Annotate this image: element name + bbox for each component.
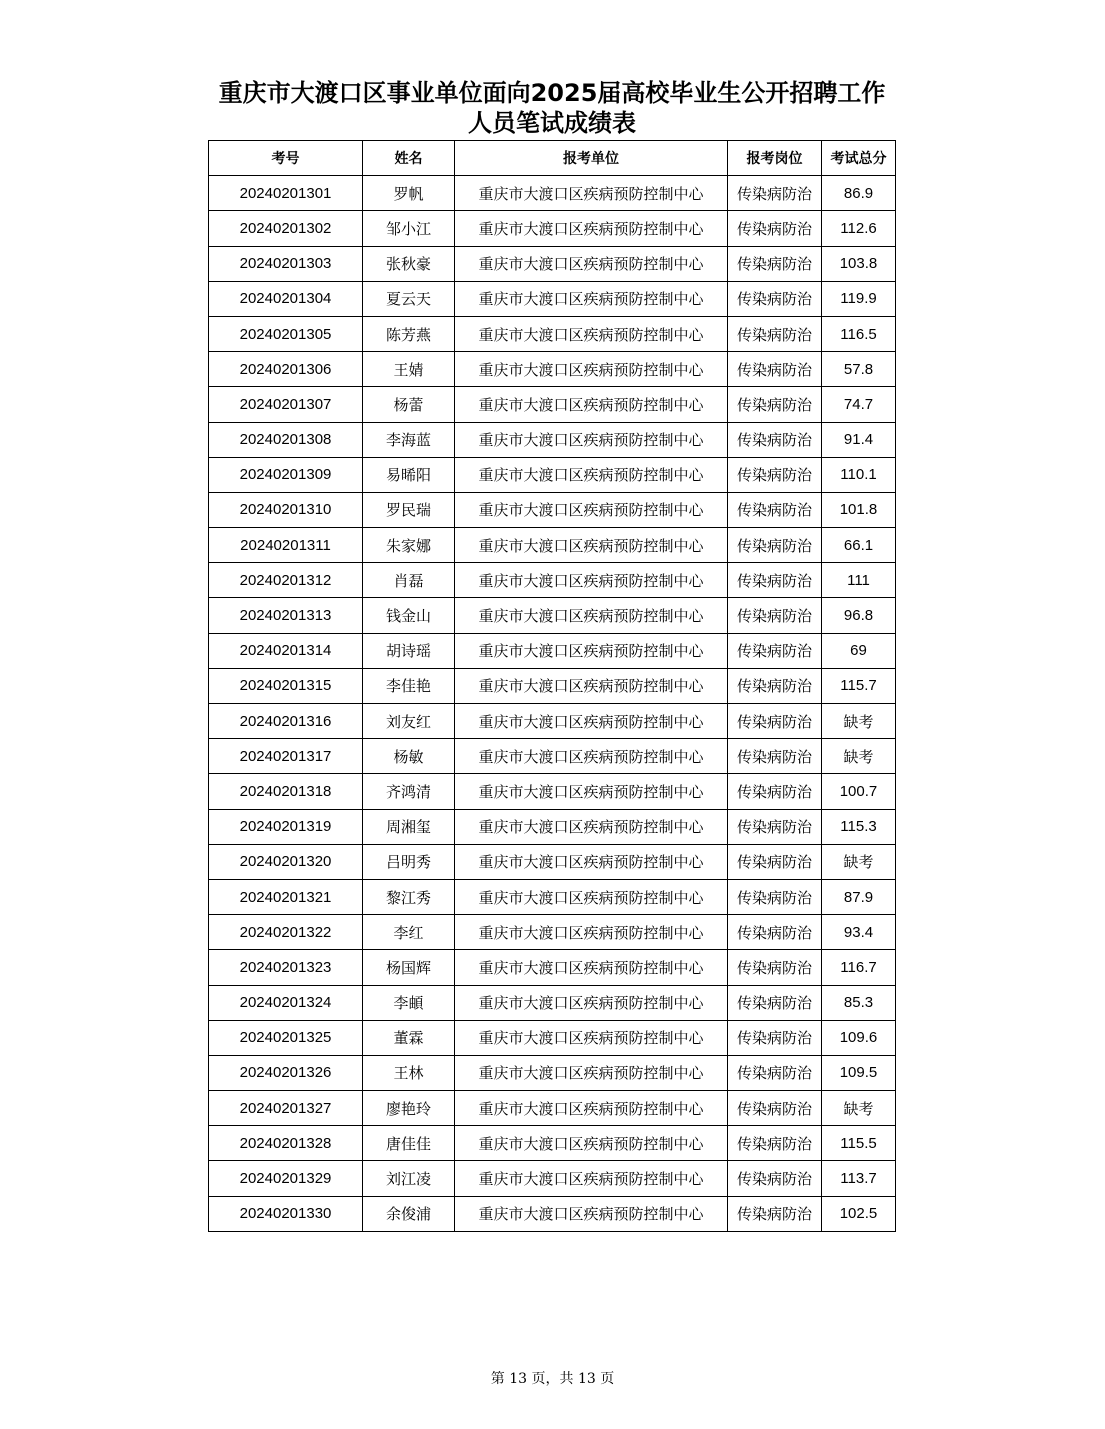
table-row: [209, 704, 896, 739]
name-cell: 吕明秀: [363, 844, 455, 879]
score-cell: 112.6: [822, 211, 896, 246]
score-cell: 57.8: [822, 352, 896, 387]
score-cell: 119.9: [822, 281, 896, 316]
employer-cell: 重庆市大渡口区疾病预防控制中心: [455, 1055, 728, 1090]
exam-number-cell: 20240201312: [209, 563, 363, 598]
score-cell: 101.8: [822, 492, 896, 527]
header-position: 报考岗位: [728, 141, 822, 176]
score-cell: 85.3: [822, 985, 896, 1020]
exam-number-cell: 20240201324: [209, 985, 363, 1020]
name-cell: 朱家娜: [363, 528, 455, 563]
position-cell: 传染病防治: [728, 704, 822, 739]
exam-number-cell: 20240201315: [209, 668, 363, 703]
score-cell: 87.9: [822, 879, 896, 914]
position-cell: 传染病防治: [728, 176, 822, 211]
name-cell: 陈芳燕: [363, 316, 455, 351]
score-cell: 116.7: [822, 950, 896, 985]
page-footer: 第 13 页，共 13 页: [490, 1371, 615, 1387]
exam-number-cell: 20240201326: [209, 1055, 363, 1090]
table-row: [209, 844, 896, 879]
name-cell: 胡诗瑶: [363, 633, 455, 668]
employer-cell: 重庆市大渡口区疾病预防控制中心: [455, 1196, 728, 1231]
employer-cell: 重庆市大渡口区疾病预防控制中心: [455, 950, 728, 985]
employer-cell: 重庆市大渡口区疾病预防控制中心: [455, 387, 728, 422]
name-cell: 杨国辉: [363, 950, 455, 985]
position-cell: 传染病防治: [728, 528, 822, 563]
name-cell: 易晞阳: [363, 457, 455, 492]
employer-cell: 重庆市大渡口区疾病预防控制中心: [455, 1161, 728, 1196]
table-row: [209, 316, 896, 351]
exam-number-cell: 20240201310: [209, 492, 363, 527]
position-cell: 传染病防治: [728, 879, 822, 914]
employer-cell: 重庆市大渡口区疾病预防控制中心: [455, 809, 728, 844]
exam-number-cell: 20240201316: [209, 704, 363, 739]
score-cell: 缺考: [822, 844, 896, 879]
employer-cell: 重庆市大渡口区疾病预防控制中心: [455, 879, 728, 914]
employer-cell: 重庆市大渡口区疾病预防控制中心: [455, 985, 728, 1020]
exam-number-cell: 20240201323: [209, 950, 363, 985]
position-cell: 传染病防治: [728, 985, 822, 1020]
employer-cell: 重庆市大渡口区疾病预防控制中心: [455, 211, 728, 246]
score-cell: 100.7: [822, 774, 896, 809]
exam-number-cell: 20240201305: [209, 316, 363, 351]
employer-cell: 重庆市大渡口区疾病预防控制中心: [455, 633, 728, 668]
table-row: [209, 1091, 896, 1126]
score-cell: 缺考: [822, 704, 896, 739]
exam-number-cell: 20240201319: [209, 809, 363, 844]
exam-number-cell: 20240201318: [209, 774, 363, 809]
name-cell: 廖艳玲: [363, 1091, 455, 1126]
score-cell: 69: [822, 633, 896, 668]
name-cell: 杨蕾: [363, 387, 455, 422]
employer-cell: 重庆市大渡口区疾病预防控制中心: [455, 739, 728, 774]
position-cell: 传染病防治: [728, 950, 822, 985]
employer-cell: 重庆市大渡口区疾病预防控制中心: [455, 774, 728, 809]
name-cell: 余俊浦: [363, 1196, 455, 1231]
score-cell: 110.1: [822, 457, 896, 492]
position-cell: 传染病防治: [728, 492, 822, 527]
employer-cell: 重庆市大渡口区疾病预防控制中心: [455, 246, 728, 281]
table-row: [209, 528, 896, 563]
position-cell: 传染病防治: [728, 633, 822, 668]
score-cell: 74.7: [822, 387, 896, 422]
table-row: [209, 352, 896, 387]
table-row: [209, 281, 896, 316]
exam-number-cell: 20240201325: [209, 1020, 363, 1055]
score-cell: 115.5: [822, 1126, 896, 1161]
exam-number-cell: 20240201302: [209, 211, 363, 246]
header-total-score: 考试总分: [822, 141, 896, 176]
table-row: [209, 633, 896, 668]
document-title-line-1: 重庆市大渡口区事业单位面向2025届高校毕业生公开招聘工作: [218, 79, 886, 107]
exam-number-cell: 20240201317: [209, 739, 363, 774]
employer-cell: 重庆市大渡口区疾病预防控制中心: [455, 598, 728, 633]
header-exam-number: 考号: [209, 141, 363, 176]
employer-cell: 重庆市大渡口区疾病预防控制中心: [455, 492, 728, 527]
employer-cell: 重庆市大渡口区疾病预防控制中心: [455, 704, 728, 739]
position-cell: 传染病防治: [728, 457, 822, 492]
employer-cell: 重庆市大渡口区疾病预防控制中心: [455, 668, 728, 703]
table-row: [209, 668, 896, 703]
name-cell: 邹小江: [363, 211, 455, 246]
exam-number-cell: 20240201314: [209, 633, 363, 668]
position-cell: 传染病防治: [728, 774, 822, 809]
table-row: [209, 950, 896, 985]
position-cell: 传染病防治: [728, 281, 822, 316]
score-cell: 103.8: [822, 246, 896, 281]
exam-number-cell: 20240201328: [209, 1126, 363, 1161]
position-cell: 传染病防治: [728, 1020, 822, 1055]
employer-cell: 重庆市大渡口区疾病预防控制中心: [455, 352, 728, 387]
table-row: [209, 739, 896, 774]
name-cell: 李頔: [363, 985, 455, 1020]
exam-number-cell: 20240201321: [209, 879, 363, 914]
exam-number-cell: 20240201329: [209, 1161, 363, 1196]
name-cell: 唐佳佳: [363, 1126, 455, 1161]
position-cell: 传染病防治: [728, 809, 822, 844]
table-row: [209, 387, 896, 422]
header-employer: 报考单位: [455, 141, 728, 176]
table-row: [209, 563, 896, 598]
score-cell: 115.3: [822, 809, 896, 844]
employer-cell: 重庆市大渡口区疾病预防控制中心: [455, 1126, 728, 1161]
position-cell: 传染病防治: [728, 422, 822, 457]
exam-number-cell: 20240201301: [209, 176, 363, 211]
score-cell: 102.5: [822, 1196, 896, 1231]
score-cell: 116.5: [822, 316, 896, 351]
position-cell: 传染病防治: [728, 1161, 822, 1196]
table-row: [209, 1196, 896, 1231]
table-row: [209, 985, 896, 1020]
score-cell: 66.1: [822, 528, 896, 563]
document-title: [208, 78, 896, 138]
employer-cell: 重庆市大渡口区疾病预防控制中心: [455, 176, 728, 211]
position-cell: 传染病防治: [728, 246, 822, 281]
position-cell: 传染病防治: [728, 352, 822, 387]
position-cell: 传染病防治: [728, 668, 822, 703]
document-title-line-2: 人员笔试成绩表: [468, 109, 636, 137]
name-cell: 李海蓝: [363, 422, 455, 457]
score-cell: 缺考: [822, 739, 896, 774]
name-cell: 黎江秀: [363, 879, 455, 914]
table-row: [209, 809, 896, 844]
name-cell: 王林: [363, 1055, 455, 1090]
exam-number-cell: 20240201320: [209, 844, 363, 879]
name-cell: 刘友红: [363, 704, 455, 739]
employer-cell: 重庆市大渡口区疾病预防控制中心: [455, 422, 728, 457]
name-cell: 夏云天: [363, 281, 455, 316]
table-row: [209, 246, 896, 281]
table-row: [209, 598, 896, 633]
name-cell: 张秋豪: [363, 246, 455, 281]
score-cell: 93.4: [822, 915, 896, 950]
exam-number-cell: 20240201327: [209, 1091, 363, 1126]
position-cell: 传染病防治: [728, 1196, 822, 1231]
employer-cell: 重庆市大渡口区疾病预防控制中心: [455, 457, 728, 492]
exam-number-cell: 20240201313: [209, 598, 363, 633]
name-cell: 杨敏: [363, 739, 455, 774]
exam-number-cell: 20240201306: [209, 352, 363, 387]
table-row: [209, 879, 896, 914]
position-cell: 传染病防治: [728, 316, 822, 351]
employer-cell: 重庆市大渡口区疾病预防控制中心: [455, 563, 728, 598]
table-row: [209, 492, 896, 527]
score-cell: 91.4: [822, 422, 896, 457]
position-cell: 传染病防治: [728, 563, 822, 598]
exam-number-cell: 20240201311: [209, 528, 363, 563]
exam-number-cell: 20240201309: [209, 457, 363, 492]
table-row: [209, 422, 896, 457]
name-cell: 罗帆: [363, 176, 455, 211]
employer-cell: 重庆市大渡口区疾病预防控制中心: [455, 1020, 728, 1055]
score-cell: 113.7: [822, 1161, 896, 1196]
name-cell: 李红: [363, 915, 455, 950]
name-cell: 刘江凌: [363, 1161, 455, 1196]
score-cell: 109.5: [822, 1055, 896, 1090]
exam-number-cell: 20240201307: [209, 387, 363, 422]
table-row: [209, 915, 896, 950]
score-table: [208, 140, 896, 1232]
table-row: [209, 1126, 896, 1161]
position-cell: 传染病防治: [728, 1091, 822, 1126]
exam-number-cell: 20240201322: [209, 915, 363, 950]
employer-cell: 重庆市大渡口区疾病预防控制中心: [455, 1091, 728, 1126]
score-cell: 115.7: [822, 668, 896, 703]
table-row: [209, 1161, 896, 1196]
name-cell: 罗民瑞: [363, 492, 455, 527]
position-cell: 传染病防治: [728, 387, 822, 422]
score-cell: 109.6: [822, 1020, 896, 1055]
position-cell: 传染病防治: [728, 1126, 822, 1161]
employer-cell: 重庆市大渡口区疾病预防控制中心: [455, 316, 728, 351]
exam-number-cell: 20240201303: [209, 246, 363, 281]
name-cell: 王婧: [363, 352, 455, 387]
name-cell: 肖磊: [363, 563, 455, 598]
employer-cell: 重庆市大渡口区疾病预防控制中心: [455, 281, 728, 316]
exam-number-cell: 20240201304: [209, 281, 363, 316]
score-cell: 96.8: [822, 598, 896, 633]
exam-number-cell: 20240201308: [209, 422, 363, 457]
table-header-row: [209, 141, 896, 176]
table-row: [209, 457, 896, 492]
table-row: [209, 1020, 896, 1055]
employer-cell: 重庆市大渡口区疾病预防控制中心: [455, 528, 728, 563]
name-cell: 钱金山: [363, 598, 455, 633]
position-cell: 传染病防治: [728, 844, 822, 879]
position-cell: 传染病防治: [728, 739, 822, 774]
name-cell: 齐鸿清: [363, 774, 455, 809]
table-row: [209, 176, 896, 211]
employer-cell: 重庆市大渡口区疾病预防控制中心: [455, 844, 728, 879]
employer-cell: 重庆市大渡口区疾病预防控制中心: [455, 915, 728, 950]
exam-number-cell: 20240201330: [209, 1196, 363, 1231]
position-cell: 传染病防治: [728, 211, 822, 246]
table-row: [209, 774, 896, 809]
position-cell: 传染病防治: [728, 915, 822, 950]
name-cell: 周湘玺: [363, 809, 455, 844]
score-cell: 缺考: [822, 1091, 896, 1126]
table-body: [209, 176, 896, 1232]
name-cell: 李佳艳: [363, 668, 455, 703]
header-name: 姓名: [363, 141, 455, 176]
table-row: [209, 1055, 896, 1090]
score-cell: 86.9: [822, 176, 896, 211]
name-cell: 董霖: [363, 1020, 455, 1055]
score-cell: 111: [822, 563, 896, 598]
position-cell: 传染病防治: [728, 598, 822, 633]
table-row: [209, 211, 896, 246]
position-cell: 传染病防治: [728, 1055, 822, 1090]
